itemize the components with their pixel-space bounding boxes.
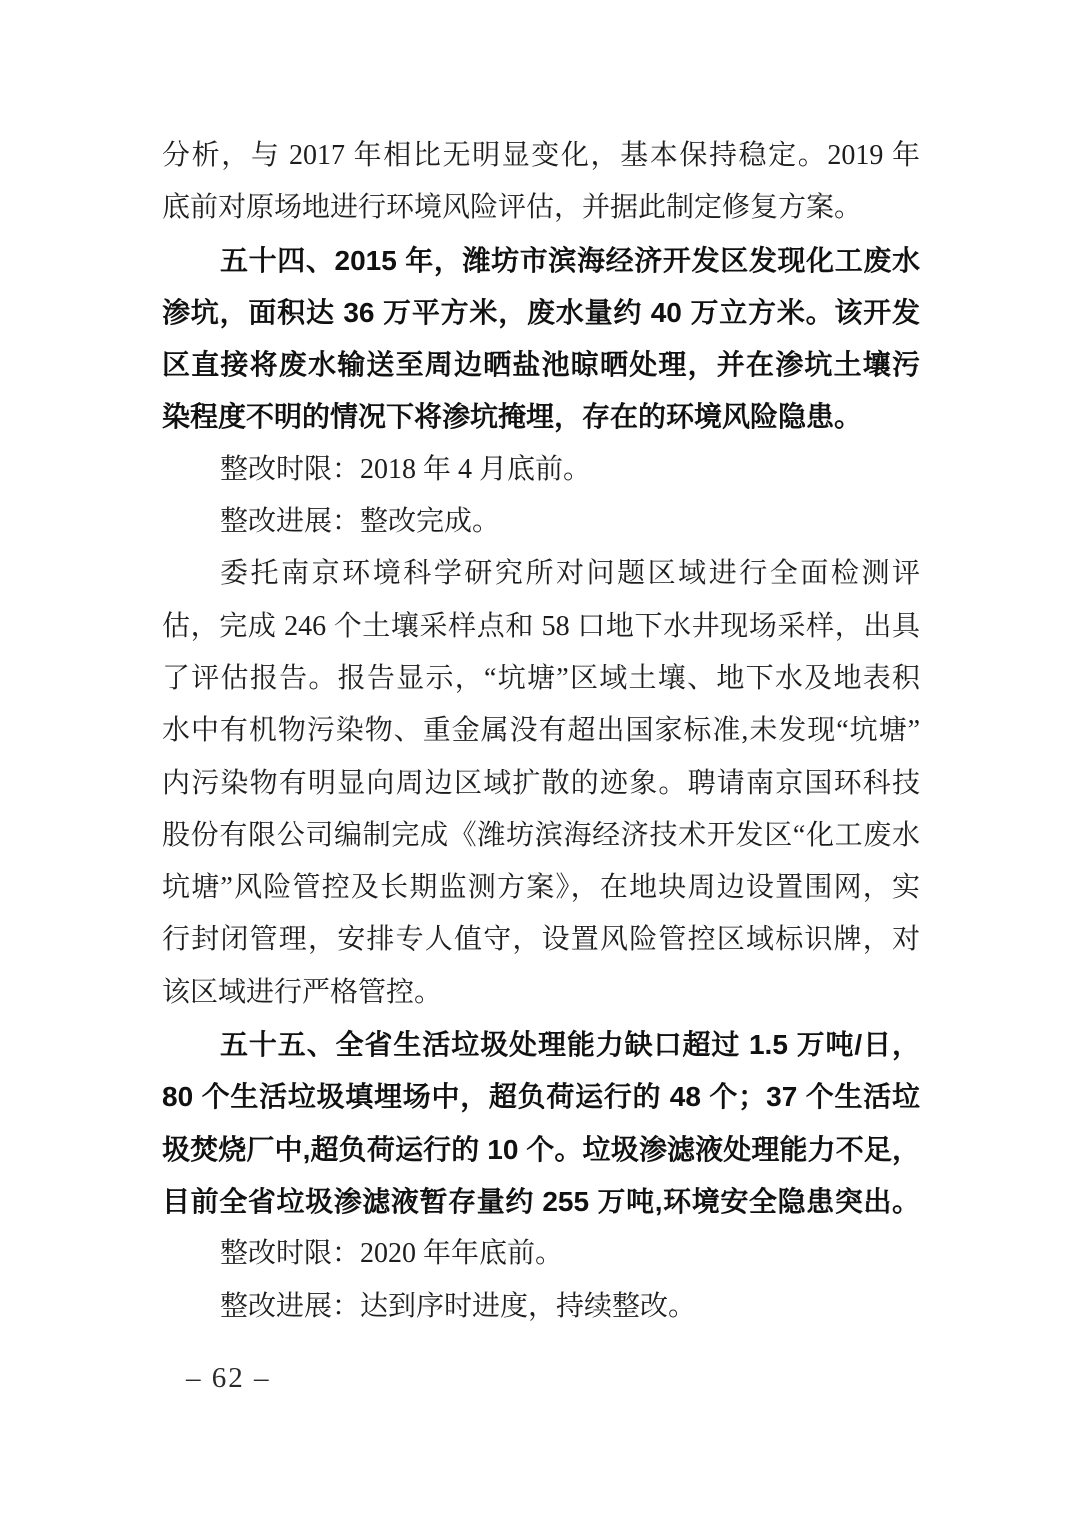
text-line: 五十五、全省生活垃圾处理能力缺口超过 1.5 万吨/日， — [220, 1029, 920, 1061]
text-line: 五十四、2015 年，潍坊市滨海经济开发区发现化工废水 — [220, 244, 920, 276]
text-line: 该区域进行严格管控。 — [162, 976, 443, 1008]
text-line: 渗坑，面积达 36 万平方米，废水量约 40 万立方米。该开发 — [162, 296, 920, 328]
text-line: 80 个生活垃圾填埋场中，超负荷运行的 48 个；37 个生活垃 — [162, 1081, 920, 1113]
text-line: 内污染物有明显向周边区域扩散的迹象。聘请南京国环科技 — [162, 767, 920, 799]
document-body — [162, 130, 920, 1333]
text-line: 染程度不明的情况下将渗坑掩埋，存在的环境风险隐患。 — [162, 401, 863, 433]
text-line: 估，完成 246 个土壤采样点和 58 口地下水井现场采样，出具 — [162, 610, 920, 642]
text-line: 整改进展：整改完成。 — [220, 506, 501, 538]
text-line: 整改进展：达到序时进度，持续整改。 — [220, 1290, 697, 1322]
text-line: 了评估报告。报告显示，“坑塘”区域土壤、地下水及地表积 — [162, 662, 920, 694]
text-line: 目前全省垃圾渗滤液暂存量约 255 万吨,环境安全隐患突出。 — [162, 1185, 920, 1217]
text-line: 分析，与 2017 年相比无明显变化，基本保持稳定。2019 年 — [162, 140, 920, 171]
text-line: 圾焚烧厂中,超负荷运行的 10 个。垃圾渗滤液处理能力不足， — [162, 1133, 920, 1165]
text-line: 委托南京环境科学研究所对问题区域进行全面检测评 — [220, 558, 920, 590]
text-line: 股份有限公司编制完成《潍坊滨海经济技术开发区“化工废水 — [162, 819, 920, 851]
text-line: 坑塘”风险管控及长期监测方案》，在地块周边设置围网，实 — [162, 872, 920, 904]
text-line: 底前对原场地进行环境风险评估，并据此制定修复方案。 — [162, 192, 863, 224]
text-line: 水中有机物污染物、重金属没有超出国家标准,未发现“坑塘” — [162, 715, 920, 747]
text-line: 行封闭管理，安排专人值守，设置风险管控区域标识牌，对 — [162, 924, 920, 956]
page-number: – 62 – — [186, 1362, 271, 1394]
text-line: 整改时限：2018 年 4 月底前。 — [220, 453, 592, 485]
text-line: 区直接将废水输送至周边晒盐池晾晒处理，并在渗坑土壤污 — [162, 349, 920, 381]
text-line: 整改时限：2020 年年底前。 — [220, 1238, 564, 1270]
